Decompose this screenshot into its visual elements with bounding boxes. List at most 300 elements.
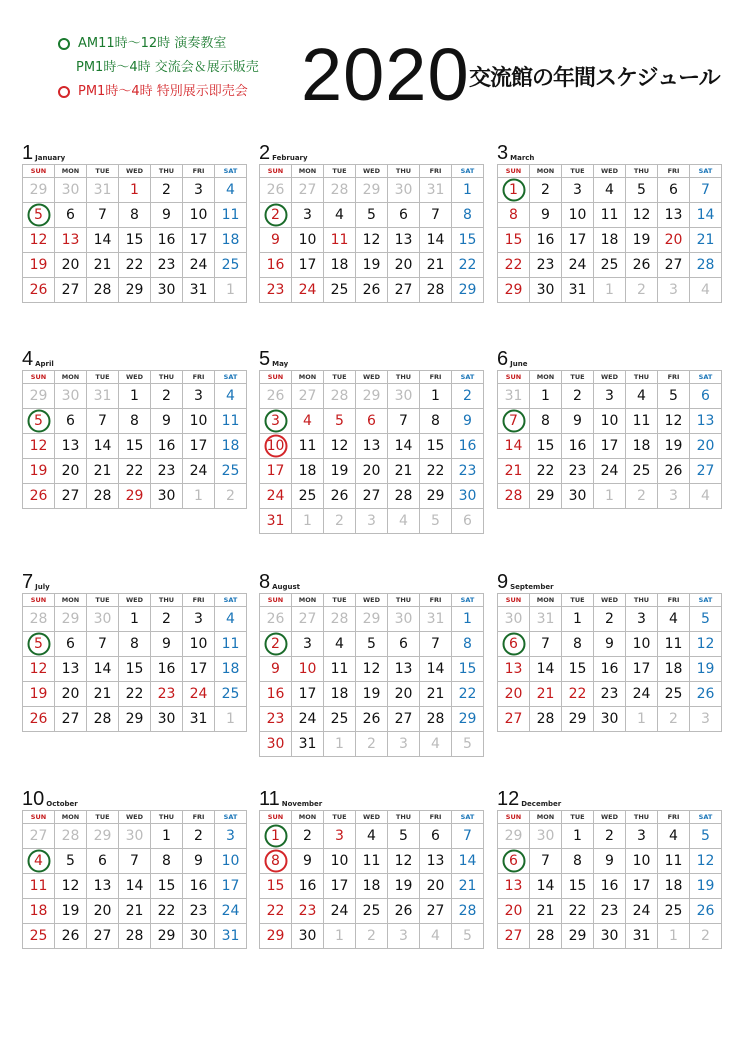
day-number: 16 (157, 438, 176, 454)
day-number: 9 (605, 853, 614, 869)
day-cell (356, 203, 388, 228)
month-header (259, 349, 484, 369)
week-row (23, 899, 247, 924)
day-cell (420, 632, 452, 657)
day-number: 9 (162, 413, 171, 429)
day-number: 26 (632, 257, 651, 273)
day-cell (594, 632, 626, 657)
weekday-header: SAT (690, 594, 722, 607)
day-number: 8 (271, 853, 280, 869)
day-cell (626, 228, 658, 253)
day-number: 21 (426, 686, 445, 702)
day-cell (260, 632, 292, 657)
week-row (260, 607, 484, 632)
day-number: 16 (600, 661, 619, 677)
day-cell-adjacent (324, 732, 356, 757)
day-number: 28 (93, 488, 112, 504)
day-cell (594, 253, 626, 278)
day-number: 26 (61, 928, 80, 944)
day-number: 23 (157, 257, 176, 273)
day-number: 20 (61, 463, 80, 479)
day-cell (292, 253, 324, 278)
month-header (22, 572, 247, 592)
day-cell-adjacent (324, 509, 356, 534)
weekday-header: SAT (215, 165, 247, 178)
day-number: 29 (458, 282, 477, 298)
day-cell (55, 459, 87, 484)
weekday-header: SUN (260, 371, 292, 384)
week-row (23, 607, 247, 632)
day-cell (292, 228, 324, 253)
day-cell (690, 899, 722, 924)
day-cell (260, 657, 292, 682)
day-number: 4 (226, 611, 235, 627)
day-cell (690, 178, 722, 203)
day-cell (420, 707, 452, 732)
day-cell (658, 874, 690, 899)
week-row (260, 924, 484, 949)
day-number: 12 (696, 853, 715, 869)
day-cell (498, 924, 530, 949)
month-march (497, 143, 722, 303)
day-cell (356, 682, 388, 707)
day-number: 29 (29, 388, 48, 404)
day-number: 2 (637, 282, 646, 298)
weekday-row (23, 371, 247, 384)
day-number: 26 (362, 711, 381, 727)
day-number: 6 (367, 413, 376, 429)
day-cell (498, 409, 530, 434)
day-number: 20 (696, 438, 715, 454)
day-cell-adjacent (215, 278, 247, 303)
day-cell (388, 899, 420, 924)
weekday-header: MON (530, 594, 562, 607)
day-cell (324, 409, 356, 434)
day-number: 1 (637, 711, 646, 727)
day-number: 16 (157, 232, 176, 248)
day-number: 28 (93, 282, 112, 298)
day-cell (215, 178, 247, 203)
day-number: 19 (29, 257, 48, 273)
day-cell-adjacent (626, 278, 658, 303)
week-row (260, 899, 484, 924)
day-number: 31 (93, 388, 112, 404)
day-number: 13 (93, 878, 112, 894)
day-number: 14 (458, 853, 477, 869)
day-number: 20 (504, 686, 523, 702)
weekday-header: MON (530, 165, 562, 178)
day-number: 12 (362, 661, 381, 677)
day-number: 10 (189, 207, 208, 223)
day-number: 17 (298, 686, 317, 702)
day-cell (292, 632, 324, 657)
day-cell-adjacent (594, 278, 626, 303)
day-number: 9 (162, 207, 171, 223)
day-cell (498, 484, 530, 509)
day-number: 26 (362, 282, 381, 298)
day-number: 23 (266, 711, 285, 727)
day-cell (119, 459, 151, 484)
day-cell (292, 459, 324, 484)
month-number: 4 (22, 348, 34, 370)
day-number: 22 (536, 463, 555, 479)
day-cell (151, 459, 183, 484)
day-cell (530, 278, 562, 303)
weekday-header: THU (626, 371, 658, 384)
day-number: 2 (367, 736, 376, 752)
day-cell (690, 632, 722, 657)
day-number: 20 (362, 463, 381, 479)
day-number: 3 (701, 711, 710, 727)
legend (58, 32, 259, 104)
weekday-header: SAT (690, 165, 722, 178)
day-cell (87, 278, 119, 303)
day-number: 28 (330, 611, 349, 627)
day-cell (388, 824, 420, 849)
day-number: 3 (271, 413, 280, 429)
day-number: 23 (157, 463, 176, 479)
day-number: 10 (632, 853, 651, 869)
day-number: 20 (61, 686, 80, 702)
day-cell-adjacent (119, 824, 151, 849)
day-number: 28 (29, 611, 48, 627)
day-number: 28 (125, 928, 144, 944)
day-number: 25 (664, 686, 683, 702)
weekday-header: THU (388, 594, 420, 607)
day-cell (498, 849, 530, 874)
day-cell (292, 924, 324, 949)
day-number: 30 (298, 928, 317, 944)
day-number: 11 (221, 413, 240, 429)
month-name: June (510, 360, 528, 368)
day-cell (356, 707, 388, 732)
day-cell (452, 874, 484, 899)
month-grid (497, 810, 722, 949)
day-cell (183, 924, 215, 949)
day-number: 23 (157, 686, 176, 702)
day-cell (119, 657, 151, 682)
day-cell (87, 484, 119, 509)
day-number: 29 (458, 711, 477, 727)
day-number: 9 (162, 636, 171, 652)
month-december (497, 789, 722, 949)
weekday-header: MON (292, 594, 324, 607)
day-number: 3 (226, 828, 235, 844)
day-cell (183, 434, 215, 459)
day-cell (87, 849, 119, 874)
day-cell (388, 849, 420, 874)
day-number: 16 (157, 661, 176, 677)
day-number: 17 (266, 463, 285, 479)
day-cell (562, 924, 594, 949)
day-number: 9 (303, 853, 312, 869)
day-cell (420, 459, 452, 484)
day-number: 2 (541, 182, 550, 198)
day-cell (562, 824, 594, 849)
day-cell (55, 409, 87, 434)
legend-text: PM1時～4時 特別展示即売会 (78, 84, 248, 99)
day-number: 29 (29, 182, 48, 198)
weekday-header: MON (55, 811, 87, 824)
month-number: 5 (259, 348, 271, 370)
day-number: 28 (61, 828, 80, 844)
day-cell-adjacent (183, 484, 215, 509)
day-number: 28 (536, 711, 555, 727)
month-name: August (272, 583, 301, 591)
day-cell (87, 874, 119, 899)
day-number: 4 (701, 282, 710, 298)
day-number: 7 (431, 636, 440, 652)
day-number: 23 (189, 903, 208, 919)
day-number: 9 (194, 853, 203, 869)
day-number: 21 (536, 686, 555, 702)
day-cell (260, 228, 292, 253)
day-number: 17 (600, 438, 619, 454)
week-row (498, 657, 722, 682)
month-october (22, 789, 247, 949)
day-number: 4 (669, 611, 678, 627)
day-number: 29 (568, 711, 587, 727)
day-cell (498, 203, 530, 228)
day-number: 9 (271, 232, 280, 248)
week-row (498, 682, 722, 707)
day-number: 16 (189, 878, 208, 894)
day-cell (292, 278, 324, 303)
day-number: 24 (189, 257, 208, 273)
day-number: 1 (605, 488, 614, 504)
week-row (498, 874, 722, 899)
day-number: 3 (669, 282, 678, 298)
day-number: 26 (29, 711, 48, 727)
day-number: 20 (93, 903, 112, 919)
day-number: 15 (157, 878, 176, 894)
month-header (497, 572, 722, 592)
day-cell-adjacent (452, 732, 484, 757)
day-number: 14 (93, 661, 112, 677)
day-number: 6 (399, 636, 408, 652)
day-cell-adjacent (626, 707, 658, 732)
day-cell (151, 632, 183, 657)
month-grid (22, 593, 247, 732)
day-number: 20 (394, 257, 413, 273)
red-circle-icon (58, 86, 70, 98)
day-number: 1 (605, 282, 614, 298)
day-cell (420, 203, 452, 228)
day-cell (420, 849, 452, 874)
legend-item (76, 56, 259, 80)
day-cell (324, 707, 356, 732)
day-number: 23 (536, 257, 555, 273)
day-number: 26 (266, 182, 285, 198)
day-cell (562, 409, 594, 434)
day-cell (452, 682, 484, 707)
day-cell-adjacent (324, 924, 356, 949)
day-cell-adjacent (23, 384, 55, 409)
weekday-header: FRI (183, 811, 215, 824)
day-number: 29 (536, 488, 555, 504)
weekday-header: FRI (183, 371, 215, 384)
weekday-row (260, 165, 484, 178)
day-cell (23, 409, 55, 434)
day-number: 25 (330, 282, 349, 298)
day-cell (260, 707, 292, 732)
day-number: 16 (266, 686, 285, 702)
day-number: 21 (426, 257, 445, 273)
weekday-row (23, 165, 247, 178)
day-cell-adjacent (55, 384, 87, 409)
weekday-header: WED (119, 811, 151, 824)
day-cell (658, 459, 690, 484)
day-number: 19 (394, 878, 413, 894)
day-cell (658, 682, 690, 707)
day-cell (690, 824, 722, 849)
day-number: 9 (271, 661, 280, 677)
day-cell (23, 924, 55, 949)
month-august (259, 572, 484, 757)
day-cell-adjacent (658, 278, 690, 303)
week-row (260, 253, 484, 278)
day-number: 20 (426, 878, 445, 894)
day-number: 13 (664, 207, 683, 223)
day-cell (658, 632, 690, 657)
day-cell-adjacent (594, 484, 626, 509)
day-cell (690, 874, 722, 899)
weekday-header: MON (55, 371, 87, 384)
day-cell (151, 657, 183, 682)
day-number: 11 (362, 853, 381, 869)
weekday-header: FRI (658, 594, 690, 607)
day-cell (690, 253, 722, 278)
day-cell (151, 178, 183, 203)
day-number: 27 (664, 257, 683, 273)
day-cell (119, 178, 151, 203)
day-cell (119, 924, 151, 949)
day-number: 31 (426, 182, 445, 198)
day-cell (658, 657, 690, 682)
day-cell (356, 253, 388, 278)
day-number: 13 (394, 661, 413, 677)
day-number: 30 (600, 711, 619, 727)
month-grid (259, 370, 484, 534)
day-cell (498, 899, 530, 924)
day-cell (530, 707, 562, 732)
day-number: 2 (605, 611, 614, 627)
day-number: 4 (399, 513, 408, 529)
day-cell (498, 278, 530, 303)
day-cell (151, 384, 183, 409)
weekday-header: THU (151, 811, 183, 824)
day-number: 5 (367, 636, 376, 652)
day-cell-adjacent (626, 484, 658, 509)
day-cell (292, 707, 324, 732)
weekday-header: FRI (420, 371, 452, 384)
day-cell (594, 849, 626, 874)
day-cell (87, 657, 119, 682)
day-number: 25 (362, 903, 381, 919)
day-number: 20 (664, 232, 683, 248)
day-number: 4 (637, 388, 646, 404)
day-cell (452, 178, 484, 203)
day-number: 15 (266, 878, 285, 894)
day-number: 19 (696, 878, 715, 894)
day-cell-adjacent (324, 384, 356, 409)
day-cell (562, 278, 594, 303)
day-number: 17 (189, 661, 208, 677)
day-number: 19 (29, 686, 48, 702)
day-cell (594, 409, 626, 434)
day-cell (324, 228, 356, 253)
weekday-header: FRI (420, 811, 452, 824)
weekday-header: SUN (260, 165, 292, 178)
day-number: 6 (509, 636, 518, 652)
day-cell (626, 409, 658, 434)
day-number: 6 (66, 413, 75, 429)
weekday-header: THU (626, 811, 658, 824)
day-number: 13 (394, 232, 413, 248)
day-cell (388, 632, 420, 657)
day-number: 1 (463, 611, 472, 627)
day-number: 20 (61, 257, 80, 273)
day-number: 5 (34, 636, 43, 652)
month-name: October (46, 800, 78, 808)
day-number: 17 (189, 232, 208, 248)
day-cell (388, 459, 420, 484)
weekday-row (498, 811, 722, 824)
month-february (259, 143, 484, 303)
day-cell (23, 849, 55, 874)
day-number: 27 (394, 282, 413, 298)
week-row (260, 409, 484, 434)
day-number: 28 (536, 928, 555, 944)
day-number: 26 (29, 488, 48, 504)
day-number: 29 (125, 711, 144, 727)
day-number: 30 (61, 388, 80, 404)
day-cell-adjacent (23, 607, 55, 632)
weekday-header: FRI (658, 165, 690, 178)
day-cell (626, 632, 658, 657)
day-cell (356, 849, 388, 874)
day-cell (530, 632, 562, 657)
weekday-header: TUE (324, 811, 356, 824)
day-cell (594, 924, 626, 949)
day-number: 24 (632, 686, 651, 702)
month-number: 8 (259, 571, 271, 593)
day-cell (324, 278, 356, 303)
day-cell (388, 707, 420, 732)
day-cell (420, 484, 452, 509)
day-number: 30 (504, 611, 523, 627)
day-number: 3 (399, 736, 408, 752)
day-cell (119, 203, 151, 228)
day-cell (562, 632, 594, 657)
week-row (498, 924, 722, 949)
day-number: 8 (573, 636, 582, 652)
day-cell (498, 228, 530, 253)
day-number: 14 (93, 438, 112, 454)
day-number: 30 (394, 388, 413, 404)
day-number: 7 (98, 207, 107, 223)
day-cell (23, 899, 55, 924)
day-cell (562, 607, 594, 632)
day-number: 8 (573, 853, 582, 869)
day-cell (498, 874, 530, 899)
day-number: 27 (504, 711, 523, 727)
day-number: 22 (266, 903, 285, 919)
day-number: 12 (632, 207, 651, 223)
day-cell (452, 657, 484, 682)
day-cell (183, 278, 215, 303)
month-number: 11 (259, 788, 280, 810)
